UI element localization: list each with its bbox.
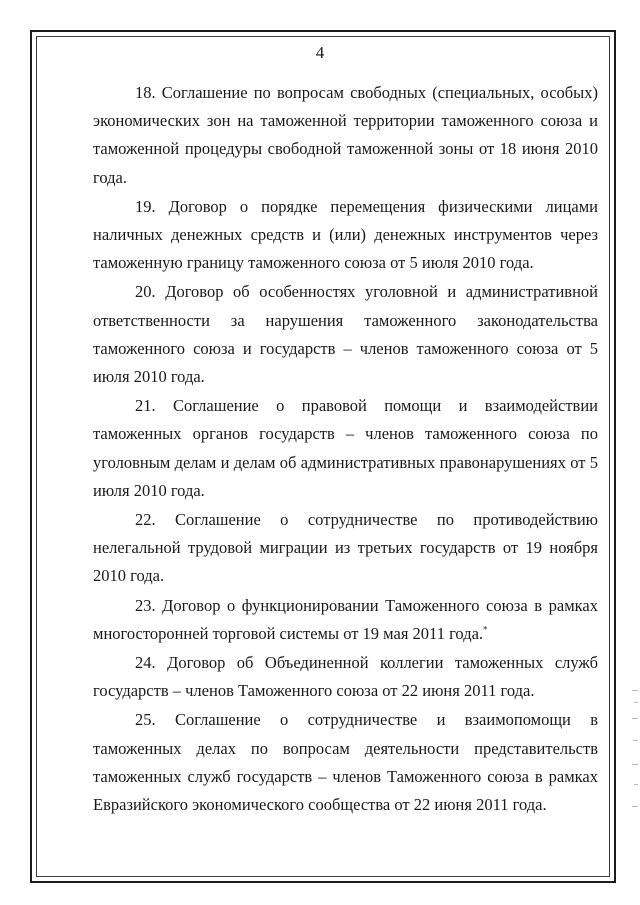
item-number: 22. (135, 510, 156, 530)
scan-tick (632, 764, 638, 765)
item-text: Договор о порядке перемещения физическими лицами наличных денежных средств и (или) денежных инструментов через таможенную границу таможенного союза от 5 июля 2010 года. (93, 196, 598, 273)
item-text: Договор об Объединенной коллегии таможенных служб государств – членов Таможенного союза от 22 июня 2011 года. (93, 653, 598, 701)
item-text: Договор о функционировании Таможенного союза в рамках многосторонней торговой системы от 19 мая 2011 года. (93, 595, 598, 643)
list-item-18 (93, 79, 598, 192)
list-item-20 (93, 278, 598, 391)
item-text: Соглашение по вопросам свободных (специальных, особых) экономических зон на таможенной территории таможенного союза и таможенной процедуры свободной таможенной зоны от 18 июня 2010 года. (93, 83, 599, 187)
document-body (93, 79, 598, 820)
list-item-22 (93, 506, 598, 591)
item-number: 24. (135, 653, 156, 673)
item-number: 21. (135, 396, 156, 416)
item-text: Соглашение о сотрудничестве и взаимопомощи в таможенных делах по вопросам деятельности представительств таможенных служб государств – членов Таможенного союза в рамках Евразийского экономического сообщества от 22 июня 2011 года. (93, 710, 598, 815)
page-number: 4 (315, 43, 325, 62)
item-number: 19. (135, 196, 156, 216)
list-item-23 (93, 592, 598, 648)
scan-tick (632, 718, 638, 719)
scan-tick (633, 740, 638, 741)
scan-tick (634, 784, 638, 785)
item-text: Договор об особенностях уголовной и административной ответственности за нарушения таможенного законодательства таможенного союза и государств – членов таможенного союза от 5 июля 2010 года. (93, 282, 599, 387)
list-item-25 (93, 706, 598, 819)
footnote-mark: * (483, 624, 488, 635)
scan-margin-marks (632, 680, 640, 820)
list-item-21 (93, 392, 598, 505)
scan-tick (634, 702, 638, 703)
item-number: 20. (135, 282, 156, 302)
item-text: Соглашение о правовой помощи и взаимодействии таможенных органов государств – членов таможенного союза по уголовным делам и делам об административных правонарушениях от 5 июля 2010 года. (93, 396, 598, 500)
item-number: 25. (135, 710, 156, 730)
item-text: Соглашение о сотрудничестве по противодействию нелегальной трудовой миграции из третьих государств от 19 ноября 2010 года. (93, 510, 599, 586)
scan-tick (632, 806, 638, 807)
list-item-24 (93, 649, 598, 705)
scan-tick (632, 690, 638, 691)
item-number: 23. (135, 595, 156, 615)
item-number: 18. (135, 83, 156, 102)
list-item-19 (93, 193, 598, 278)
